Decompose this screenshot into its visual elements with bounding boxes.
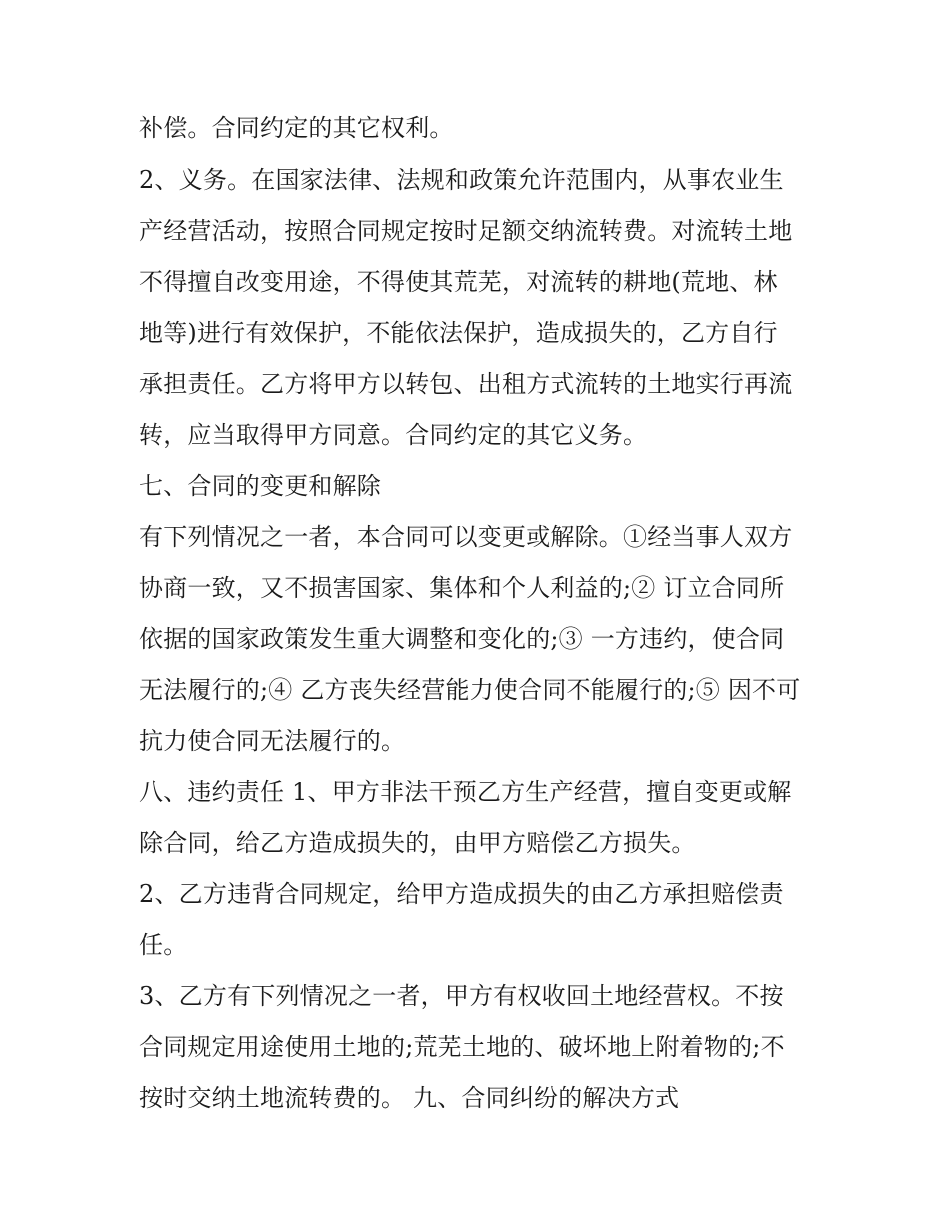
text-line: 合同规定用途使用土地的;荒芜土地的、破坏地上附着物的;不 xyxy=(139,1033,785,1061)
text-line: 八、违约责任 1、甲方非法干预乙方生产经营，擅自变更或解 xyxy=(139,778,792,806)
text-line: 抗力使合同无法履行的。 xyxy=(139,727,406,755)
text-line: 产经营活动，按照合同规定按时足额交纳流转费。对流转土地 xyxy=(139,217,793,245)
text-line: 协商一致，又不损害国家、集体和个人利益的;② 订立合同所 xyxy=(139,574,785,602)
text-line: 有下列情况之一者，本合同可以变更或解除。①经当事人双方 xyxy=(139,523,793,551)
section-heading: 七、合同的变更和解除 xyxy=(139,472,381,500)
text-line: 2、义务。在国家法律、法规和政策允许范围内，从事农业生 xyxy=(139,166,784,194)
text-line: 按时交纳土地流转费的。 九、合同纠纷的解决方式 xyxy=(139,1084,680,1112)
text-line: 除合同，给乙方造成损失的，由甲方赔偿乙方损失。 xyxy=(139,829,696,857)
text-line: 补偿。合同约定的其它权利。 xyxy=(139,114,454,142)
text-line: 2、乙方违背合同规定，给甲方造成损失的由乙方承担赔偿责 xyxy=(139,880,784,908)
text-line: 转，应当取得甲方同意。合同约定的其它义务。 xyxy=(139,421,648,449)
text-line: 依据的国家政策发生重大调整和变化的;③ 一方违约，使合同 xyxy=(139,625,785,653)
text-line: 不得擅自改变用途，不得使其荒芜，对流转的耕地(荒地、林 xyxy=(139,268,778,296)
text-line: 无法履行的;④ 乙方丧失经营能力使合同不能履行的;⑤ 因不可 xyxy=(139,676,801,704)
text-line: 3、乙方有下列情况之一者，甲方有权收回土地经营权。不按 xyxy=(139,982,784,1010)
text-line: 任。 xyxy=(139,931,188,959)
text-line: 承担责任。乙方将甲方以转包、出租方式流转的土地实行再流 xyxy=(139,370,793,398)
text-line: 地等)进行有效保护，不能依法保护，造成损失的，乙方自行 xyxy=(139,319,778,347)
